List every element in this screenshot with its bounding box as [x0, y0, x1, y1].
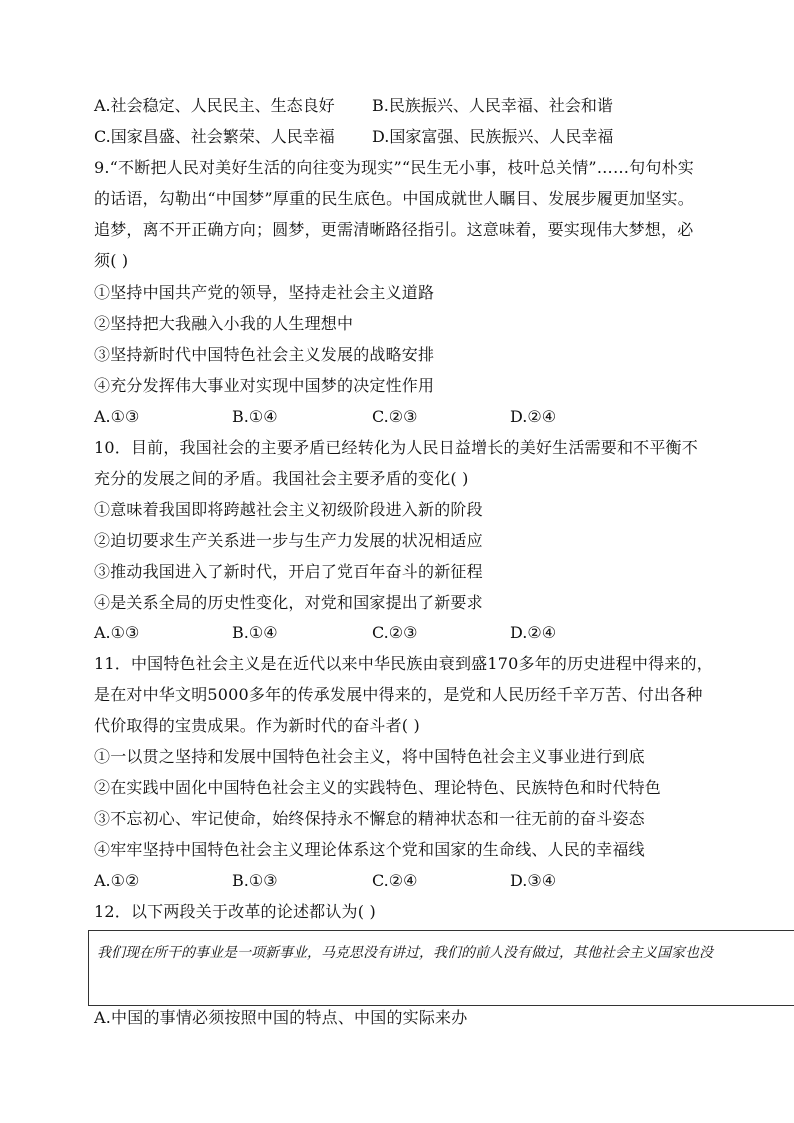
q12-quote-box	[88, 930, 794, 1006]
q9-statement-1: ①坚持中国共产党的领导，坚持走社会主义道路	[94, 283, 435, 302]
q10-statement-1: ①意味着我国即将跨越社会主义初级阶段进入新的阶段	[94, 500, 483, 519]
q11-option-b[interactable]: B.①③	[232, 871, 278, 890]
prev-option-a[interactable]: A.社会稳定、人民民主、生态良好	[94, 96, 335, 115]
q9-stem-line-2: 的话语，勾勒出“中国梦”厚重的民生底色。中国成就世人瞩目、发展步履更加坚实。	[94, 189, 694, 208]
q9-statement-4: ④充分发挥伟大事业对实现中国梦的决定性作用	[94, 376, 435, 395]
q11-stem-line-1: 11．中国特色社会主义是在近代以来中华民族由衰到盛170多年的历史进程中得来的，	[94, 654, 713, 673]
q9-option-a[interactable]: A.①③	[94, 407, 140, 426]
q10-statement-3: ③推动我国进入了新时代，开启了党百年奋斗的新征程	[94, 562, 483, 581]
q11-option-a[interactable]: A.①②	[94, 871, 140, 890]
q9-stem-line-3: 追梦，离不开正确方向；圆梦，更需清晰路径指引。这意味着，要实现伟大梦想，必	[94, 220, 694, 239]
q11-statement-2: ②在实践中固化中国特色社会主义的实践特色、理论特色、民族特色和时代特色	[94, 778, 662, 797]
q9-stem-line-4: 须( )	[94, 251, 129, 270]
q11-option-c[interactable]: C.②④	[372, 871, 418, 890]
q9-stem-line-1: 9.“不断把人民对美好生活的向往变为现实”“民生无小事，枝叶总关情”……句句朴实	[94, 158, 694, 177]
q9-option-b[interactable]: B.①④	[232, 407, 278, 426]
q9-option-c[interactable]: C.②③	[372, 407, 418, 426]
q12-stem: 12．以下两段关于改革的论述都认为( )	[94, 902, 376, 921]
q11-statement-1: ①一以贯之坚持和发展中国特色社会主义，将中国特色社会主义事业进行到底	[94, 747, 645, 766]
q11-stem-line-3: 代价取得的宝贵成果。作为新时代的奋斗者( )	[94, 716, 420, 735]
q9-statement-2: ②坚持把大我融入小我的人生理想中	[94, 314, 354, 333]
q10-statement-4: ④是关系全局的历史性变化，对党和国家提出了新要求	[94, 593, 483, 612]
q10-statement-2: ②迫切要求生产关系进一步与生产力发展的状况相适应	[94, 531, 483, 550]
q11-statement-3: ③不忘初心、牢记使命，始终保持永不懈怠的精神状态和一往无前的奋斗姿态	[94, 809, 645, 828]
q11-stem-line-2: 是在对中华文明5000多年的传承发展中得来的，是党和人民历经千辛万苦、付出各种	[94, 685, 703, 704]
q10-stem-line-1: 10．目前，我国社会的主要矛盾已经转化为人民日益增长的美好生活需要和不平衡不	[94, 438, 698, 457]
prev-option-b[interactable]: B.民族振兴、人民幸福、社会和谐	[372, 96, 613, 115]
q10-option-a[interactable]: A.①③	[94, 623, 140, 642]
q10-stem-line-2: 充分的发展之间的矛盾。我国社会主要矛盾的变化( )	[94, 469, 469, 488]
q11-option-d[interactable]: D.③④	[510, 871, 557, 890]
q10-option-c[interactable]: C.②③	[372, 623, 418, 642]
q9-option-d[interactable]: D.②④	[510, 407, 557, 426]
q11-statement-4: ④牢牢坚持中国特色社会主义理论体系这个党和国家的生命线、人民的幸福线	[94, 840, 645, 859]
prev-option-d[interactable]: D.国家富强、民族振兴、人民幸福	[372, 127, 614, 146]
q12-option-a[interactable]: A.中国的事情必须按照中国的特点、中国的实际来办	[94, 1008, 468, 1027]
q10-option-d[interactable]: D.②④	[510, 623, 557, 642]
q10-option-b[interactable]: B.①④	[232, 623, 278, 642]
prev-option-c[interactable]: C.国家昌盛、社会繁荣、人民幸福	[94, 127, 335, 146]
q12-quote-text: 我们现在所干的事业是一项新事业，马克思没有讲过，我们的前人没有做过，其他社会主义国家也没	[97, 945, 713, 961]
q9-statement-3: ③坚持新时代中国特色社会主义发展的战略安排	[94, 345, 435, 364]
